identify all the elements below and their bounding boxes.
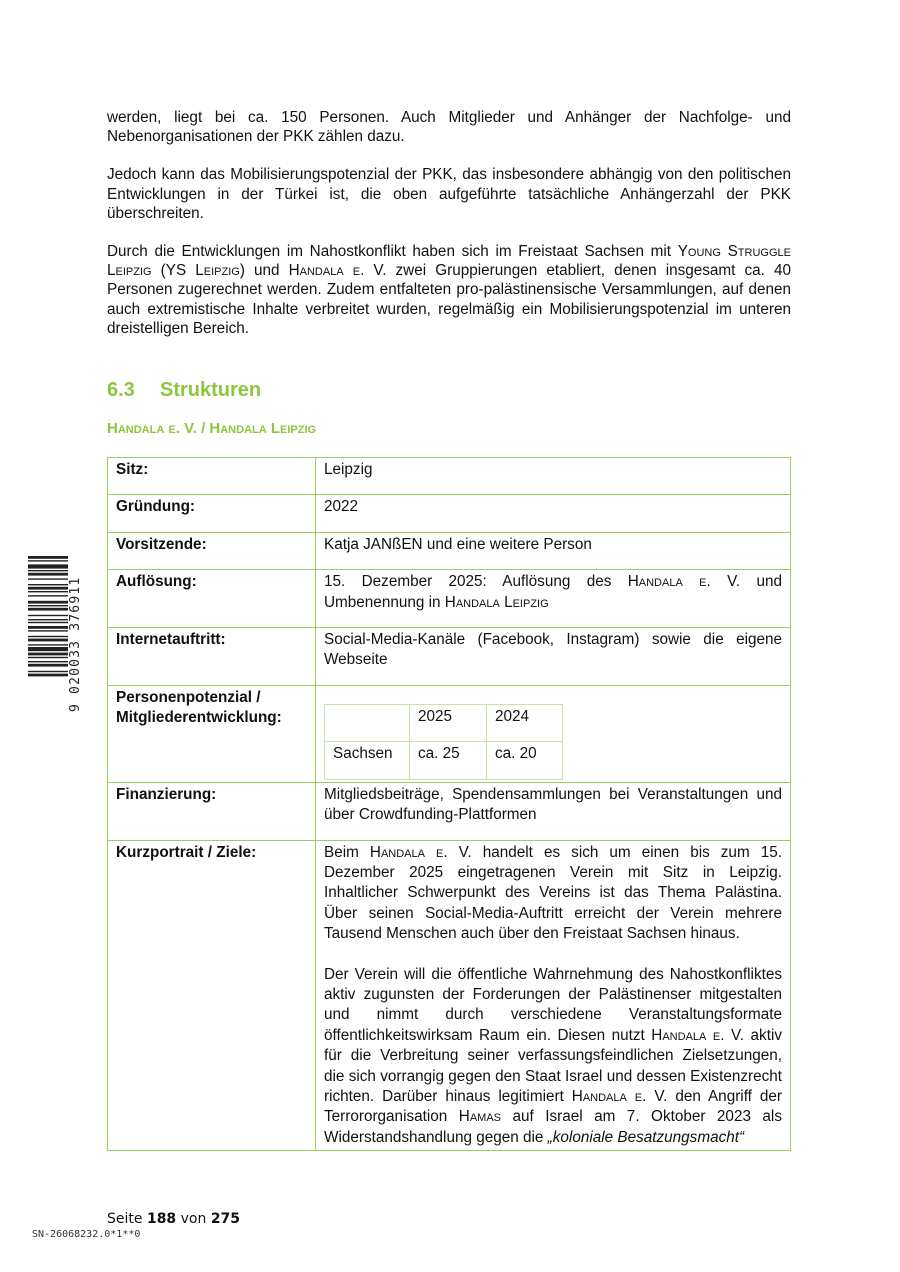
barcode-bar [28,584,68,585]
footer-prefix: Seite [107,1211,147,1227]
barcode-bar [28,605,68,606]
barcode-bar [28,657,68,658]
paragraph-1: werden, liegt bei ca. 150 Personen. Auch Mitglieder und Anhänger der Nachfolge- und Nebenorganisationen der PKK zählen dazu. [107,109,791,146]
barcode-bar [28,556,68,559]
barcode [28,556,72,716]
page-footer [107,1211,240,1227]
aufloesung-handala: Handala e. [627,573,711,591]
paragraph-2: Jedoch kann das Mobilisierungspotenzial der PKK, das insbesondere abhängig von den politischen Entwicklungen in der Türkei ist, die oben aufgeführte tatsächliche Anhängerzahl der PKK überschreiten. [107,166,791,222]
aufloesung-text-b: V. und Umbenennung in [324,573,782,611]
table-row-personen [108,685,791,782]
young-struggle-name: Young Struggle Leipzig [107,243,791,280]
kurz-paragraph-2 [324,965,782,1149]
org-heading: Handala e. V. / Handala Leipzig [107,420,317,438]
kurz-label: Kurzportrait / Ziele: [108,840,316,1151]
vorsitz-label: Vorsitzende: [108,532,316,569]
kurz-p1-handala: Handala e. [369,843,448,861]
personen-label [108,685,316,782]
aufloesung-handala-leipzig: Handala Leipzig [444,593,549,611]
footer-middle: von [176,1211,211,1227]
barcode-bar [28,664,68,667]
table-row-gruendung [108,495,791,532]
barcode-bar [28,578,68,579]
barcode-bar [28,661,68,662]
paragraph-3-text-a: Durch die Entwicklungen im Nahostkonflikt haben sich im Freistaat Sachsen mit [107,243,678,261]
document-id: SN-26068232.0*1**0 [32,1229,141,1240]
paragraph-3-text-b: (YS [151,262,196,280]
kurz-p2-handala-1: Handala e. [651,1026,725,1044]
sitz-value: Leipzig [316,458,791,495]
barcode-bar [28,573,68,576]
member-table-row-sachsen [325,742,563,779]
barcode-bar [28,591,68,592]
sitz-label: Sitz: [108,458,316,495]
gruendung-label: Gründung: [108,495,316,532]
finanz-label: Finanzierung: [108,782,316,840]
kurz-p2-quote: „koloniale Besatzungsmacht“ [547,1128,745,1146]
paragraph-3-text-c: ) und [239,262,289,280]
table-row-aufloesung [108,570,791,628]
paragraph-3-text-d: V. zwei Gruppierungen etabliert, denen insgesamt ca. 40 Personen zugerechnet werden. Zudem entfalteten pro-palästinensische Versammlungen, auf denen auch extremistische Inhalte verbreitet wurden, regelmäßig ein Mobilisierungspotenzial im unteren dreistelligen Bereich. [107,262,791,337]
barcode-bar [28,647,68,651]
kurz-paragraph-1 [324,843,782,945]
member-count-table [324,704,563,780]
barcode-bar [28,671,68,672]
org-profile-table [107,457,791,1151]
kurz-p2-handala-2: Handala e. [571,1087,647,1105]
kurz-p2-a: Der Verein will die öffentliche Wahrnehmung des Nahostkonfliktes aktiv zugunsten der Forderungen der Palästinenser mitgestalten und nimmt durch verschiedene Veranstaltungsformate öffentlichkeitswirksam Raum ein. Diesen nutzt [324,965,782,1044]
paragraph-3 [107,242,791,338]
barcode-bar [28,644,68,645]
barcode-bar [28,626,68,629]
table-row-finanzierung [108,782,791,840]
finanz-value: Mitgliedsbeiträge, Spendensammlungen bei Veranstaltungen und über Crowdfunding-Plattformen [316,782,791,840]
barcode-bars [28,556,72,706]
barcode-bar [28,639,68,642]
member-table-year-2024: 2024 [487,704,563,741]
personen-label-line-1: Personenpotenzial / [116,688,261,706]
kurz-value [316,840,791,1151]
member-table-header-row [325,704,563,741]
barcode-bar [28,587,68,590]
personen-label-line-2: Mitgliederentwicklung: [116,709,282,727]
member-table-val-2024: ca. 20 [487,742,563,779]
handala-name: Handala e. [288,262,365,280]
barcode-bar [28,653,68,656]
barcode-bar [28,564,68,568]
table-row-kurzportrait [108,840,791,1151]
kurz-p1-b: V. handelt es sich um einen bis zum 15. Dezember 2025 eingetragenen Verein mit Sitz in Leipzig. Inhaltlicher Schwerpunkt des Vereins ist das Thema Palästina. Über seinen Social-Media-Auftritt erreicht der Verein mehrere Tausend Menschen auch über den Freistaat Sachsen hinaus. [324,843,782,943]
section-heading [107,378,791,402]
internet-value: Social-Media-Kanäle (Facebook, Instagram) sowie die eigene Webseite [316,628,791,686]
kurz-p2-c: V. den Angriff der Terrororganisation [324,1087,782,1126]
barcode-bar [28,630,68,631]
barcode-bar [28,601,68,604]
barcode-bar [28,608,68,611]
table-row-sitz [108,458,791,495]
member-table-row-label: Sachsen [325,742,410,779]
barcode-number: 9 020033 376911 [68,576,83,712]
vorsitz-value: Katja JANßEN und eine weitere Person [316,532,791,569]
table-row-vorsitz [108,532,791,569]
barcode-bar [28,636,68,637]
internet-label: Internetauftritt: [108,628,316,686]
barcode-bar [28,622,68,623]
member-table-corner [325,704,410,741]
footer-current-page: 188 [146,1211,177,1227]
page-body [107,108,791,1151]
member-table-val-2025: ca. 25 [410,742,487,779]
barcode-bar [28,570,68,571]
kurz-p2-b: V. aktiv für die Verbreitung seiner verfassungsfeindlichen Zielsetzungen, die sich vorrangig gegen den Staat Israel und dessen Existenzrecht richten. Darüber hinaus legitimiert [324,1026,782,1105]
table-row-internet [108,628,791,686]
barcode-bar [28,560,68,561]
barcode-bar [28,619,68,620]
gruendung-value: 2022 [316,495,791,532]
kurz-p1-a: Beim [324,843,370,861]
barcode-bar [28,615,68,616]
footer-total-pages: 275 [210,1211,241,1227]
section-title: Strukturen [160,379,262,402]
member-table-year-2025: 2025 [410,704,487,741]
section-number: 6.3 [107,379,135,402]
barcode-bar [28,595,68,596]
barcode-bar [28,674,68,677]
aufloesung-value [316,570,791,628]
aufloesung-label: Auflösung: [108,570,316,628]
ys-leipzig-name: Leipzig [195,262,240,280]
personen-value [316,685,791,782]
aufloesung-text-a: 15. Dezember 2025: Auflösung des [324,573,628,591]
kurz-p2-hamas: Hamas [458,1108,501,1126]
kurz-p2-d: auf Israel am 7. Oktober 2023 als Widerstandshandlung gegen die [324,1108,782,1146]
